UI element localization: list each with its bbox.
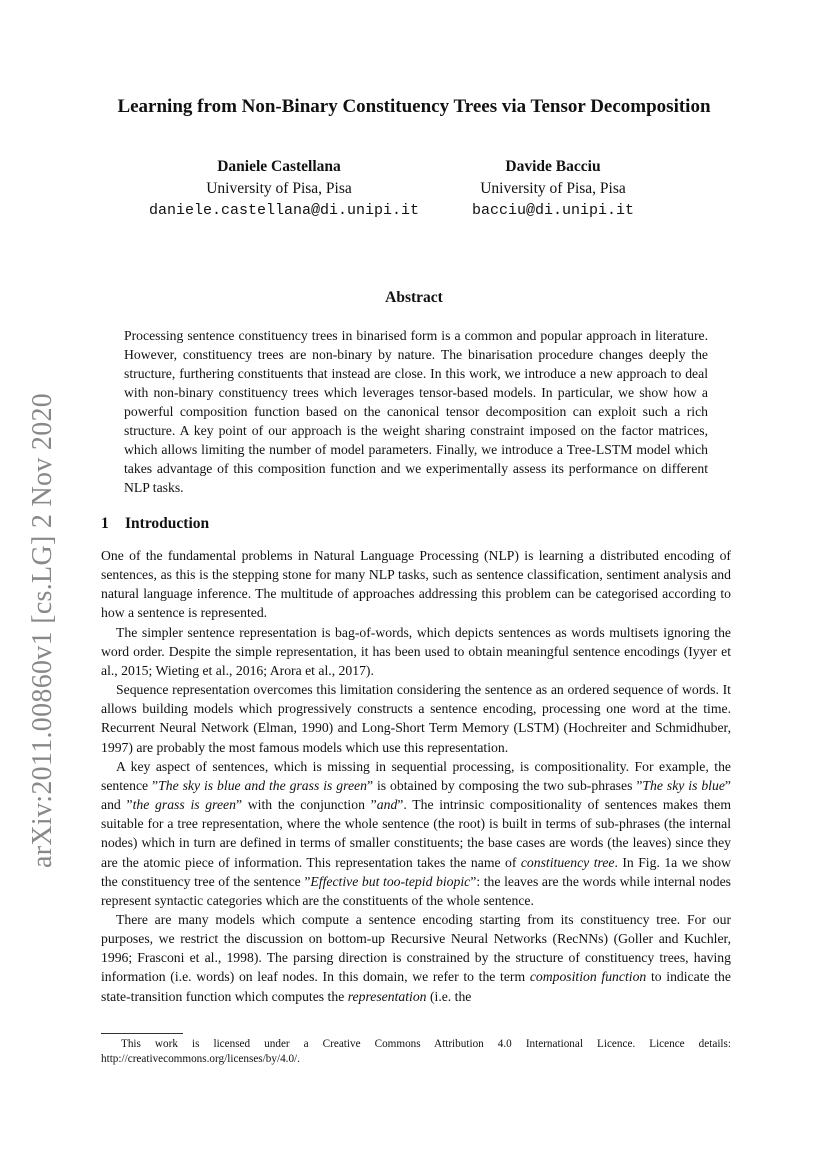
footnote-url[interactable]: http://creativecommons.org/licenses/by/4.0/. — [101, 1053, 300, 1065]
author-affiliation: University of Pisa, Pisa — [206, 180, 352, 197]
text-run: ”: the leaves are the words while internal nodes represent syntactic categories which are the constituents of the whole sentence. — [101, 873, 732, 908]
paragraph: One of the fundamental problems in Natural Language Processing (NLP) is learning a distributed encoding of sentences, as this is the stepping stone for many NLP tasks, such as sentence classification, sentiment analysis and natural language inference. The multitude of approaches addressing this problem can be categorised according to how a sentence is represented. — [101, 548, 731, 621]
italic-run: the grass is green — [132, 797, 236, 813]
paragraph: The simpler sentence representation is bag-of-words, which depicts sentences as words multisets ignoring the word order. Despite the simple representation, it has been used to obtain meaningful sentence encodings (Iyyer et al., 2015; Wieting et al., 2016; Arora et al., 2017). — [101, 624, 731, 678]
italic-run: composition function — [529, 969, 647, 985]
text-run: ” and ” — [101, 777, 731, 813]
author-block-2 — [423, 156, 683, 222]
abstract-text: Processing sentence constituency trees in binarised form is a common and popular approach in literature. However, constituency trees are non-binary by nature. The binarisation procedure changes deeply the structure, furthering constituents that instead are close. In this work, we introduce a new approach to deal with non-binary constituency trees which leverages tensor-based models. In particular, we show how a powerful composition function based on the canonical tensor decomposition can exploit such a rich structure. A key point of our approach is the weight sharing constraint imposed on the factor matrices, which allows limiting the number of model parameters. Finally, we introduce a Tree-LSTM model which takes advantage of this composition function and we experimentally assess its performance on different NLP tasks. — [124, 328, 708, 495]
section-title: Introduction — [125, 515, 210, 532]
author-email[interactable]: bacciu@di.unipi.it — [471, 202, 635, 219]
paragraph: Sequence representation overcomes this limitation considering the sentence as an ordered sequence of words. It allows building models which progressively constructs a sentence encoding, processing one word at the time. Recurrent Neural Network (Elman, 1990) and Long-Short Term Memory (LSTM) (Hochreiter and Schmidhuber, 1997) are probably the most famous models which use this representation. — [101, 682, 731, 755]
footnote-rule — [101, 1033, 183, 1034]
text-run: ” with the conjunction ” — [235, 797, 377, 813]
italic-run: The sky is blue and the grass is green — [158, 777, 367, 793]
text-run: A key aspect of sentences, which is missing in sequential processing, is compositionality. For example, the sentence ” — [101, 758, 731, 793]
author-affiliation: University of Pisa, Pisa — [480, 180, 626, 197]
author-email[interactable]: daniele.castellana@di.unipi.it — [149, 202, 420, 219]
footnote-text: This work is licensed under a Creative Commons Attribution 4.0 International Licence. Licence details: — [121, 1038, 731, 1050]
paragraph — [101, 910, 731, 1006]
text-run: to indicate the state-transition function which computes the — [101, 969, 731, 1004]
author-name: Davide Bacciu — [505, 158, 601, 175]
text-run: (i.e. the — [426, 988, 472, 1004]
section-number: 1 — [101, 515, 109, 532]
author-block-1 — [149, 156, 420, 222]
section-body — [101, 546, 731, 1006]
italic-run: The sky is blue — [642, 777, 725, 793]
section-heading — [101, 515, 209, 533]
author-name: Daniele Castellana — [217, 158, 341, 175]
text-run: ” is obtained by composing the two sub-phrases ” — [366, 777, 643, 793]
text-run: There are many models which compute a sentence encoding starting from its constituency tree. For our purposes, we restrict the discussion on bottom-up Recursive Neural Networks (RecNNs) (Goller and Kuchler, 1996; Frasconi et al., 1998). The parsing direction is constrained by the structure of constituency trees, having information (i.e. words) on leaf nodes. In this domain, we refer to the term — [101, 911, 731, 985]
italic-run: constituency tree — [520, 854, 615, 870]
italic-run: and — [376, 797, 398, 813]
abstract-heading: Abstract — [385, 289, 443, 306]
italic-run: representation — [347, 988, 427, 1004]
arxiv-stamp: arXiv:2011.00860v1 [cs.LG] 2 Nov 2020 — [27, 392, 58, 868]
italic-run: Effective but too-tepid biopic — [310, 873, 471, 889]
paragraph — [101, 757, 731, 910]
text-run: ”. The intrinsic compositionality of sentences makes them suitable for a tree representation, where the whole sentence (the root) is built in terms of sub-phrases (the internal nodes) which in turn are defined in terms of smaller constituents; the base cases are words (the leaves) since they are the atomic piece of information. This representation takes the name of — [101, 797, 732, 870]
paper-title: Learning from Non-Binary Constituency Trees via Tensor Decomposition — [117, 96, 711, 117]
footnote — [101, 1037, 731, 1067]
text-run: . In Fig. 1a we show the constituency tree of the sentence ” — [101, 854, 731, 889]
